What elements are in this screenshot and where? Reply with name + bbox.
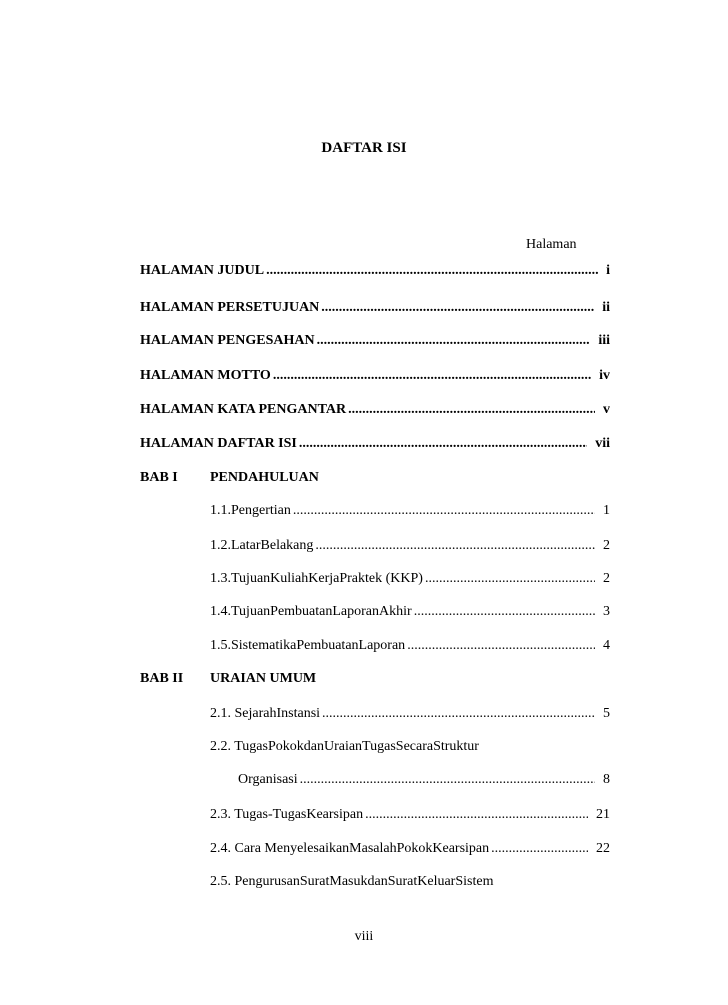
toc-entry-page: ii xyxy=(602,300,610,315)
toc-entry[interactable] xyxy=(238,772,610,788)
page-number: viii xyxy=(354,929,374,944)
toc-entry[interactable] xyxy=(210,841,610,857)
toc-entry-label: 2.1. SejarahInstansi xyxy=(210,706,321,721)
toc-entry-label[interactable]: 2.2. TugasPokokdanUraianTugasSecaraStruktur xyxy=(210,739,479,754)
page-title: DAFTAR ISI xyxy=(321,140,407,156)
leader-dots xyxy=(317,333,591,349)
chapter-title: PENDAHULUAN xyxy=(210,470,319,485)
toc-entry-page: v xyxy=(603,402,610,417)
toc-entry[interactable] xyxy=(210,638,610,654)
toc-entry-label: 2.4. Cara MenyelesaikanMasalahPokokKearsipan xyxy=(210,841,490,856)
leader-dots xyxy=(293,503,595,519)
toc-entry-page: 21 xyxy=(596,807,610,822)
toc-entry-page: iv xyxy=(599,368,610,383)
toc-entry[interactable] xyxy=(210,538,610,554)
toc-entry-label: HALAMAN PENGESAHAN xyxy=(140,333,315,348)
leader-dots xyxy=(365,807,588,823)
toc-entry-label: HALAMAN MOTTO xyxy=(140,368,271,383)
toc-entry[interactable] xyxy=(210,807,610,823)
toc-entry-label: HALAMAN PERSETUJUAN xyxy=(140,300,320,315)
leader-dots xyxy=(322,706,595,722)
leader-dots xyxy=(299,436,587,452)
toc-entry-page: 3 xyxy=(603,604,610,619)
toc-entry-label: HALAMAN JUDUL xyxy=(140,263,265,278)
toc-entry-page: 2 xyxy=(603,538,610,553)
toc-entry-page: 4 xyxy=(603,638,610,653)
toc-entry-label: Organisasi xyxy=(238,772,298,787)
toc-entry-label: 1.3.TujuanKuliahKerjaPraktek (KKP) xyxy=(210,571,423,586)
toc-entry-page: 1 xyxy=(603,503,610,518)
toc-entry[interactable] xyxy=(210,503,610,519)
toc-entry[interactable] xyxy=(210,604,610,620)
halaman-column-label: Halaman xyxy=(526,237,577,252)
toc-entry-page: vii xyxy=(595,436,610,451)
toc-entry-page: 5 xyxy=(603,706,610,721)
leader-dots xyxy=(300,772,595,788)
toc-entry-page: 8 xyxy=(603,772,610,787)
toc-entry-label[interactable]: 2.5. PengurusanSuratMasukdanSuratKeluarSistem xyxy=(210,874,494,889)
toc-entry-label: 1.2.LatarBelakang xyxy=(210,538,314,553)
toc-entry[interactable] xyxy=(140,333,610,349)
toc-entry-page: iii xyxy=(598,333,610,348)
toc-entry-label: 1.5.SistematikaPembuatanLaporan xyxy=(210,638,406,653)
leader-dots xyxy=(321,300,594,316)
toc-entry[interactable] xyxy=(210,706,610,722)
toc-entry[interactable] xyxy=(140,368,610,384)
leader-dots xyxy=(414,604,595,620)
chapter-title: URAIAN UMUM xyxy=(210,671,317,686)
leader-dots xyxy=(266,263,598,279)
leader-dots xyxy=(315,538,595,554)
toc-entry[interactable] xyxy=(140,402,610,418)
leader-dots xyxy=(273,368,591,384)
chapter-number: BAB I xyxy=(140,470,178,485)
toc-entry-page: 22 xyxy=(596,841,610,856)
leader-dots xyxy=(491,841,588,857)
toc-entry-label: 1.1.Pengertian xyxy=(210,503,291,518)
toc-entry[interactable] xyxy=(140,263,610,279)
toc-entry-label: HALAMAN DAFTAR ISI xyxy=(140,436,297,451)
toc-entry-page: 2 xyxy=(603,571,610,586)
leader-dots xyxy=(425,571,595,587)
chapter-number: BAB II xyxy=(140,671,184,686)
toc-entry-label: 2.3. Tugas-TugasKearsipan xyxy=(210,807,364,822)
toc-entry-label: HALAMAN KATA PENGANTAR xyxy=(140,402,347,417)
toc-entry-label: 1.4.TujuanPembuatanLaporanAkhir xyxy=(210,604,412,619)
toc-entry-page: i xyxy=(606,263,610,278)
toc-entry[interactable] xyxy=(210,571,610,587)
toc-entry[interactable] xyxy=(140,300,610,316)
leader-dots xyxy=(348,402,595,418)
leader-dots xyxy=(407,638,595,654)
toc-entry[interactable] xyxy=(140,436,610,452)
